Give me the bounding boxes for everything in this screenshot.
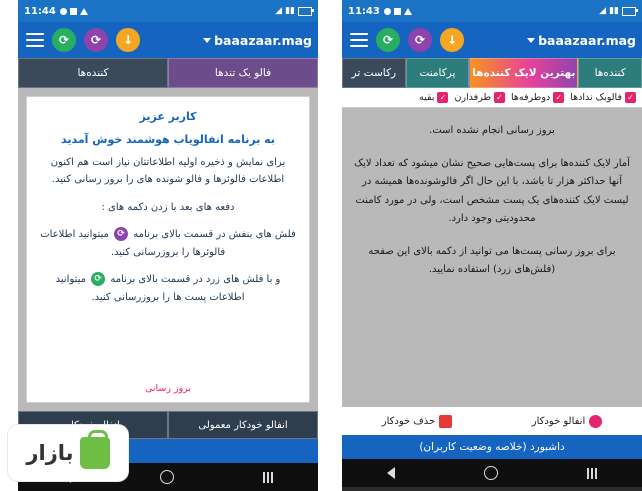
greeting-text: کاربر عزیز	[139, 110, 197, 123]
auto-unfollow-normal-button[interactable]: انفالو خودکار معمولی	[168, 411, 318, 439]
chevron-down-icon	[203, 38, 211, 43]
action-label: انفالو خودکار	[531, 415, 586, 427]
phone-screenshot-right	[342, 0, 642, 491]
info-paragraph-2: برای بروز رسانی پست‌ها می توانید از دکمه بالای این صفحه (فلش‌های زرد) استفاده نمایید.	[368, 245, 616, 275]
app-bar-left	[18, 22, 318, 58]
bazaar-logo-badge	[8, 425, 128, 481]
tab-best-likers[interactable]: بهترین لایک کننده‌ها	[469, 58, 578, 88]
status-left-icons	[384, 8, 412, 15]
auto-delete-button[interactable]	[342, 407, 492, 435]
recents-icon[interactable]	[263, 472, 273, 483]
action-row-right	[342, 407, 642, 435]
filter-followback-none[interactable]	[570, 92, 636, 103]
home-icon[interactable]	[484, 466, 498, 480]
welcome-text: به برنامه انفالویاب هوشمند خوش آمدید	[61, 133, 275, 147]
content-area-right	[342, 108, 642, 407]
notification-square-icon	[394, 8, 401, 15]
filter-label: دوطرفه‌ها	[511, 92, 551, 103]
tab-follow-back[interactable]: فالو یک تندها	[168, 58, 318, 88]
sync-green-button[interactable]: ⟳	[52, 28, 76, 52]
filter-mutual[interactable]	[511, 92, 564, 103]
account-switcher-left[interactable]	[203, 33, 312, 48]
bazaar-wordmark: بازار	[26, 441, 74, 465]
signal-icon: ▮▮	[609, 6, 619, 16]
tab-strip-right	[342, 58, 642, 88]
sync-purple-button[interactable]: ⟳	[408, 28, 432, 52]
checkbox-icon[interactable]: ✓	[553, 92, 564, 103]
brand-label: baaazaar.mag	[214, 32, 312, 48]
action-label: حذف خودکار	[381, 415, 436, 427]
app-bar-right	[342, 22, 642, 58]
instruction-paragraph-1: برای نمایش و ذخیره اولیه اطلاعاتتان نیاز است هم اکنون اطلاعات فالوئرها و فالو شونده های را بروز رسانی کنید.	[50, 156, 286, 185]
status-time: 11:43	[348, 5, 380, 17]
tab-likers-group[interactable]: کننده‌ها	[578, 58, 642, 88]
filter-others[interactable]	[419, 92, 448, 103]
filter-checkbox-row	[342, 88, 642, 108]
filter-fans[interactable]	[454, 92, 505, 103]
status-message: بروز رسانی انجام نشده است.	[429, 125, 555, 136]
notification-dot-icon	[384, 8, 391, 15]
checkbox-icon[interactable]: ✓	[494, 92, 505, 103]
menu-icon[interactable]	[350, 33, 368, 47]
account-switcher-right[interactable]	[527, 33, 636, 48]
chevron-down-icon	[527, 38, 535, 43]
notification-triangle-icon	[80, 8, 88, 15]
instruction-paragraph-4	[39, 271, 297, 306]
welcome-card	[26, 96, 310, 403]
checkbox-icon[interactable]: ✓	[625, 92, 636, 103]
back-icon[interactable]	[387, 467, 395, 479]
download-button[interactable]: ↓	[116, 28, 140, 52]
instruction-3-post: میتوانید اطلاعات فالوئرها را بروزرسانی کنید.	[40, 229, 226, 258]
status-right-icons	[275, 6, 312, 16]
dashboard-bar-right[interactable]: داشبورد (خلاصه وضعیت کاربران)	[342, 435, 642, 459]
recents-icon[interactable]	[587, 468, 597, 479]
instruction-paragraph-2: دفعه های بعد با زدن دکمه های :	[101, 201, 235, 213]
phone-screenshot-left	[18, 0, 318, 491]
sync-purple-inline-icon: ⟳	[114, 227, 128, 241]
notification-triangle-icon	[404, 8, 412, 15]
menu-icon[interactable]	[26, 33, 44, 47]
instruction-paragraph-3	[39, 226, 297, 261]
instruction-3-pre: فلش های بنفش در قسمت بالای برنامه	[133, 229, 296, 240]
status-left-icons	[60, 8, 88, 15]
sync-green-button[interactable]: ⟳	[376, 28, 400, 52]
auto-unfollow-button[interactable]	[492, 407, 642, 435]
instruction-4-post: میتوانید اطلاعات پست ها را بروزرسانی کنید.	[55, 274, 245, 303]
home-icon[interactable]	[160, 470, 174, 484]
content-area-left	[18, 88, 318, 411]
notification-dot-icon	[60, 8, 67, 15]
filter-label: طرفدارن	[454, 92, 492, 103]
brand-label: baaazaar.mag	[538, 32, 636, 48]
system-nav-right	[342, 459, 642, 487]
info-paragraph-1: آمار لایک کننده‌ها برای پست‌هایی صحیح نشان میشود که تعداد لایک آنها حداکثر هزار تا باشد، با این حال اگر فالوشونده‌ها همیشه در لیست لایک کننده‌های یک پست مشخص است، ولی در مورد کامنت محدودیتی وجود دارد.	[354, 157, 630, 224]
signal-icon: ▮▮	[285, 6, 295, 16]
bazaar-bag-icon	[80, 437, 110, 469]
filter-label: بقیه	[419, 92, 435, 103]
person-icon	[589, 415, 602, 428]
battery-icon	[622, 7, 636, 16]
status-time: 11:44	[24, 5, 56, 17]
status-right-icons	[599, 6, 636, 16]
tab-most-comments[interactable]: پرکامنت	[406, 58, 470, 88]
battery-icon	[298, 7, 312, 16]
instruction-4-pre: و با فلش های زرد در قسمت بالای برنامه	[110, 274, 281, 285]
sync-purple-button[interactable]: ⟳	[84, 28, 108, 52]
status-bar-left	[18, 0, 318, 22]
sync-green-inline-icon: ⟳	[91, 272, 105, 286]
trash-icon	[439, 415, 452, 428]
wifi-icon: ◢	[275, 6, 283, 16]
tab-likers[interactable]: کننده‌ها	[18, 58, 168, 88]
refresh-link[interactable]: بروز رسانی	[144, 383, 192, 394]
tab-more[interactable]: رکاست تر	[342, 58, 406, 88]
status-bar-right	[342, 0, 642, 22]
checkbox-icon[interactable]: ✓	[437, 92, 448, 103]
notification-square-icon	[70, 8, 77, 15]
filter-label: فالوبک ندادها	[570, 92, 622, 103]
wifi-icon: ◢	[599, 6, 607, 16]
download-button[interactable]: ↓	[440, 28, 464, 52]
tab-strip-left	[18, 58, 318, 88]
